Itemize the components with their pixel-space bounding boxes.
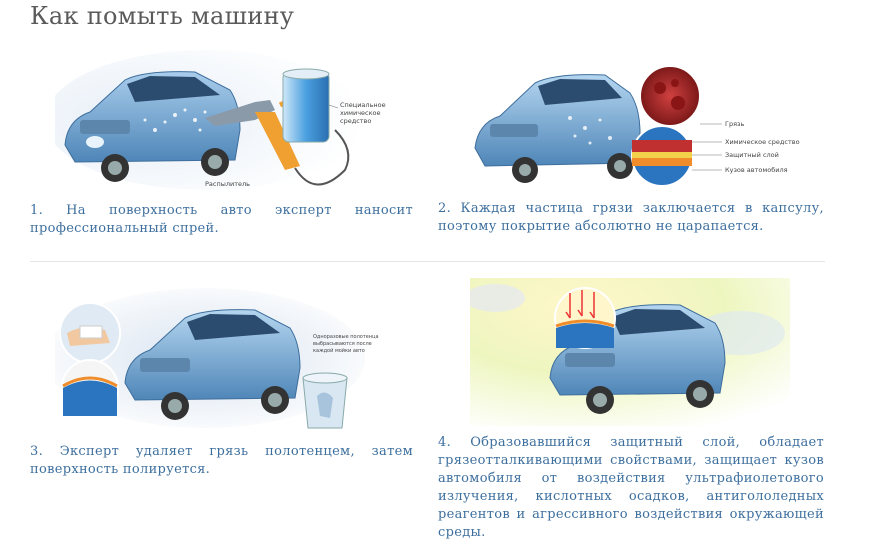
illustration-spray <box>55 50 395 198</box>
step-1-text: 1. На поверхность авто эксперт наносит профессиональный спрей. <box>30 203 413 236</box>
label-chemical: Химическое средство <box>725 138 800 146</box>
illustration-protection <box>470 278 790 426</box>
label-chemical-2: химическое <box>340 109 381 117</box>
label-towels-2: выбрасываются после <box>313 341 372 347</box>
svg-text:выбрасываются после <box>313 341 372 347</box>
label-chemical-3: средство <box>340 117 372 125</box>
svg-text:химическое <box>340 109 381 117</box>
label-protective: Защитный слой <box>725 151 779 159</box>
svg-text:Химическое средство <box>725 138 800 146</box>
label-chemical-1: Специальное <box>340 101 386 109</box>
step-3-text: 3. Эксперт удаляет грязь полотенцем, затем поверхность полируется. <box>30 444 413 477</box>
svg-text:Кузов автомобиля <box>725 166 788 174</box>
label-towels-3: каждой мойки авто <box>313 348 365 354</box>
svg-text:Защитный слой <box>725 151 779 159</box>
divider <box>30 261 825 262</box>
page-title: Как помыть машину <box>30 2 295 30</box>
illustration-towel <box>55 288 395 438</box>
step-2-text: 2. Каждая частица грязи заключается в капсулу, поэтому покрытие абсолютно не царапается. <box>438 201 824 234</box>
svg-text:средство <box>340 117 371 125</box>
label-sprayer: Распылитель <box>205 180 251 188</box>
svg-text:каждой мойки авто <box>313 347 365 354</box>
svg-text:Специальное <box>340 101 386 109</box>
label-dirt: Грязь <box>725 120 745 128</box>
svg-text:Грязь <box>725 120 744 128</box>
label-towels-1: Одноразовые полотенца <box>313 334 379 340</box>
label-body: Кузов автомобиля <box>725 166 788 174</box>
illustration-capsules <box>470 58 810 193</box>
svg-text:Одноразовые полотенца <box>313 334 379 340</box>
svg-text:Распылитель <box>205 180 250 188</box>
step-4-text: 4. Образовавшийся защитный слой, обладает грязеотталкивающими свойствами, защищает кузов автомобиля от воздействия ультрафиолетового излучения, кислотных осадков, антигололедных реагентов и агрессивного воздействия окружающей среды. <box>438 435 824 540</box>
